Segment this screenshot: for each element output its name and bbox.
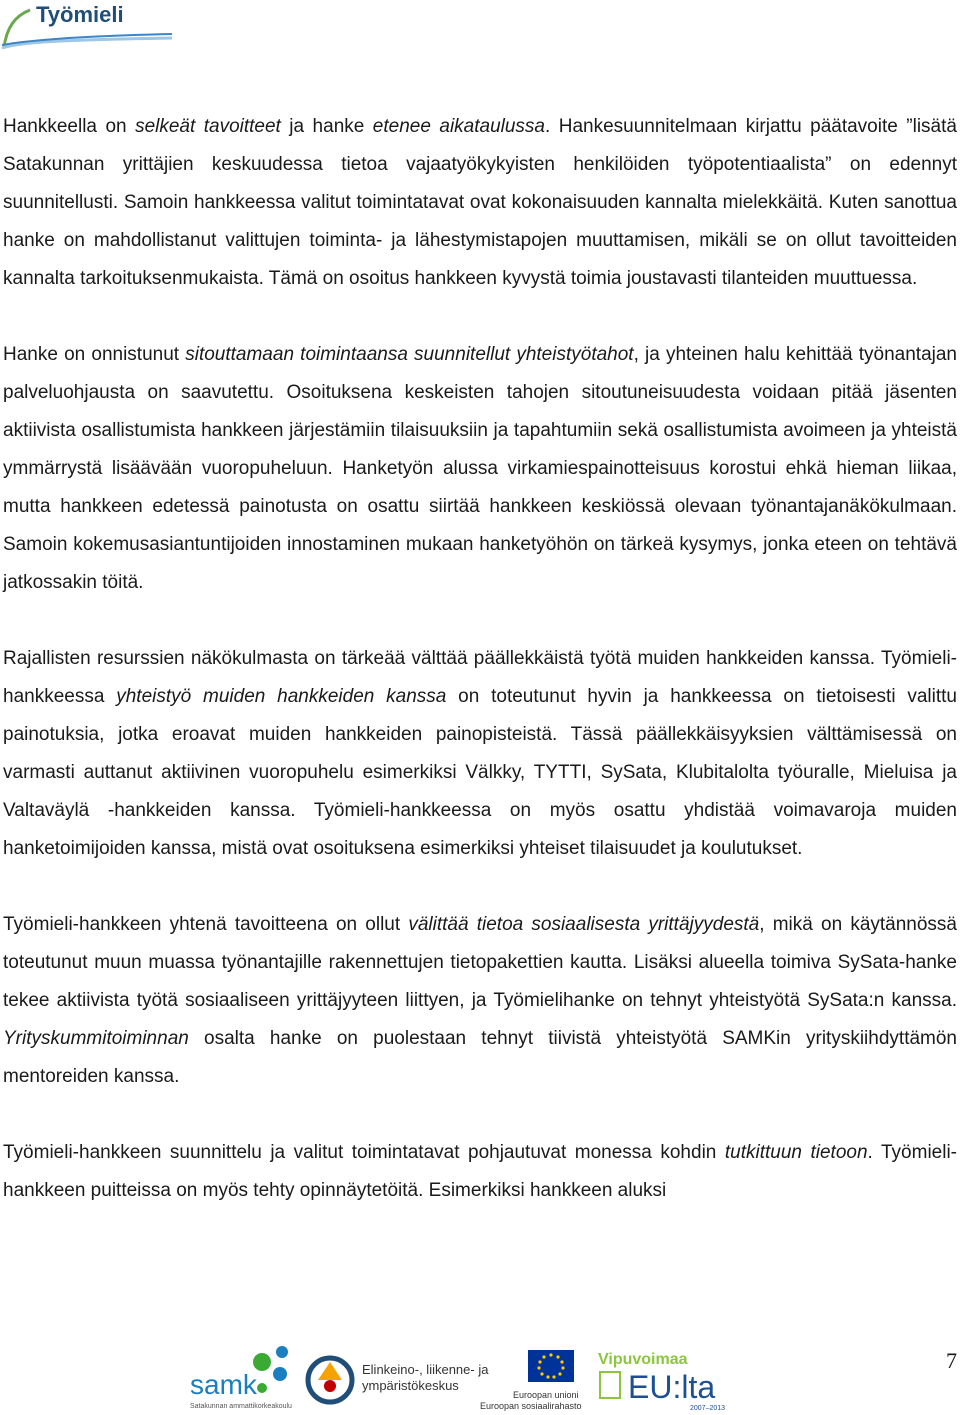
tyomieli-logo: [0, 0, 172, 50]
paragraph-4: [3, 906, 957, 1096]
paragraph-1: [3, 108, 957, 298]
text-run: Rajallisten resurssien näkökulmasta on tärkeää välttää päällekkäistä työtä muiden hankkeiden kanssa. Työmieli-hankkeessa: [3, 648, 957, 707]
text-run: osalta hanke on puolestaan tehnyt tiivistä yhteistyötä SAMKin yrityskiihdyttämön mentoreiden kanssa.: [3, 1028, 957, 1087]
svg-text:samk: samk: [190, 1369, 257, 1400]
emphasis-text: yhteistyö muiden hankkeiden kanssa: [116, 686, 447, 707]
text-run: . Hankesuunnitelmaan kirjattu päätavoite ”lisätä Satakunnan yrittäjien keskuudessa tietoa vajaatyökykyisten henkilöiden työpotentiaalista” on edennyt suunnitellusti. Samoin hankkeessa valitut toimintatavat ovat kokonaisuuden kannalta mielekkäitä. Kuten sanottua hanke on mahdollistanut valittujen toiminta- ja lähestymistapojen muuttamisen, mikäli se on ollut tavoitteiden kannalta tarkoituksenmukaista. Tämä on osoitus hankkeen kyvystä toimia joustavasti tilanteiden muuttuessa.: [3, 116, 957, 289]
text-run: Työmieli-hankkeen yhtenä tavoitteena on ollut: [3, 914, 409, 935]
svg-text:Euroopan sosiaalirahasto: Euroopan sosiaalirahasto: [480, 1401, 582, 1411]
emphasis-text: tutkittuun tietoon: [724, 1142, 868, 1163]
text-run: , ja yhteinen halu kehittää työnantajan palveluohjausta on saavutettu. Osoituksena keskeisten tahojen sitoutuneisuudesta voidaan pitää jäsenten aktiivista osallistumista hankkeen järjestämiin tilaisuuksiin ja tapahtumiin sekä osallistumista avoimeen ja yhteistä ymmärrystä lisäävään vuoropuheluun. Hanketyön alussa virkamiespainotteisuus korostui ehkä hieman liikaa, mutta hankkeen edetessä painotusta on osattu siirtää hankkeen keskiössä olevaan työnantajanäkökulmaan. Samoin kokemusasiantuntijoiden innostaminen mukaan hanketyöhön on tärkeä kysymys, jonka eteen on tehtävä jatkossakin töitä.: [3, 344, 957, 593]
svg-text:ympäristökeskus: ympäristökeskus: [362, 1378, 459, 1393]
svg-text:EU:lta: EU:lta: [628, 1369, 716, 1405]
emphasis-text: selkeät tavoitteet: [135, 116, 281, 137]
svg-text:Satakunnan ammattikorkeakoulu: Satakunnan ammattikorkeakoulu: [190, 1403, 292, 1410]
text-run: Hankkeella on: [3, 116, 136, 137]
svg-text:Työmieli: Työmieli: [36, 2, 124, 27]
page-number: 7: [946, 1348, 957, 1373]
text-run: . Työmieli-hankkeen puitteissa on myös tehty opinnäytetöitä. Esimerkiksi hankkeen aluksi: [3, 1142, 958, 1201]
body-text: [3, 108, 957, 1210]
paragraph-3: [3, 640, 957, 868]
svg-text:Vipuvoimaa: Vipuvoimaa: [598, 1351, 688, 1368]
eu-flag: [480, 1350, 582, 1411]
emphasis-text: etenee aikataulussa: [372, 116, 545, 137]
svg-text:Elinkeino-, liikenne- ja: Elinkeino-, liikenne- ja: [362, 1362, 489, 1377]
emphasis-text: välittää tietoa sosiaalisesta yrittäjyydestä: [408, 914, 760, 935]
svg-text:Euroopan unioni: Euroopan unioni: [513, 1390, 579, 1400]
emphasis-text: sitouttamaan toimintaansa suunnitellut yhteistyötahot: [185, 344, 634, 365]
text-run: , mikä on käytännössä toteutunut muun muassa työnantajille rakennettujen tietopakettien kautta. Lisäksi alueella toimiva SySata-hanke tekee aktiivista työtä sosiaaliseen yrittäjyyteen liittyen, ja Työmielihanke on tehnyt yhteistyötä SySata:n kanssa.: [3, 914, 957, 1011]
paragraph-5: [3, 1134, 957, 1210]
ely-logo: [308, 1358, 489, 1402]
text-run: Hanke on onnistunut: [3, 344, 186, 365]
vipuvoimaa-logo: [598, 1351, 725, 1412]
samk-logo: [190, 1346, 292, 1410]
svg-text:2007–2013: 2007–2013: [690, 1405, 726, 1412]
paragraph-2: [3, 336, 957, 602]
footer-logos: [0, 1340, 960, 1415]
text-run: Työmieli-hankkeen suunnittelu ja valitut toimintatavat pohjautuvat monessa kohdin: [3, 1142, 725, 1163]
text-run: on toteutunut hyvin ja hankkeessa on tietoisesti valittu painotuksia, jotka eroavat muiden hankkeiden painopisteistä. Tässä päällekkäisyyksien välttämisessä on varmasti auttanut aktiivinen vuoropuhelu esimerkiksi Välkky, TYTTI, SySata, Klubitalolta työuralle, Mieluisa ja Valtaväylä -hankkeiden kanssa. Työmieli-hankkeessa on myös osattu yhdistää voimavaroja muiden hanketoimijoiden kanssa, mistä ovat osoituksena esimerkiksi yhteiset tilaisuudet ja koulutukset.: [3, 686, 957, 859]
emphasis-text: Yrityskummitoiminnan: [3, 1028, 189, 1049]
text-run: ja hanke: [280, 116, 373, 137]
